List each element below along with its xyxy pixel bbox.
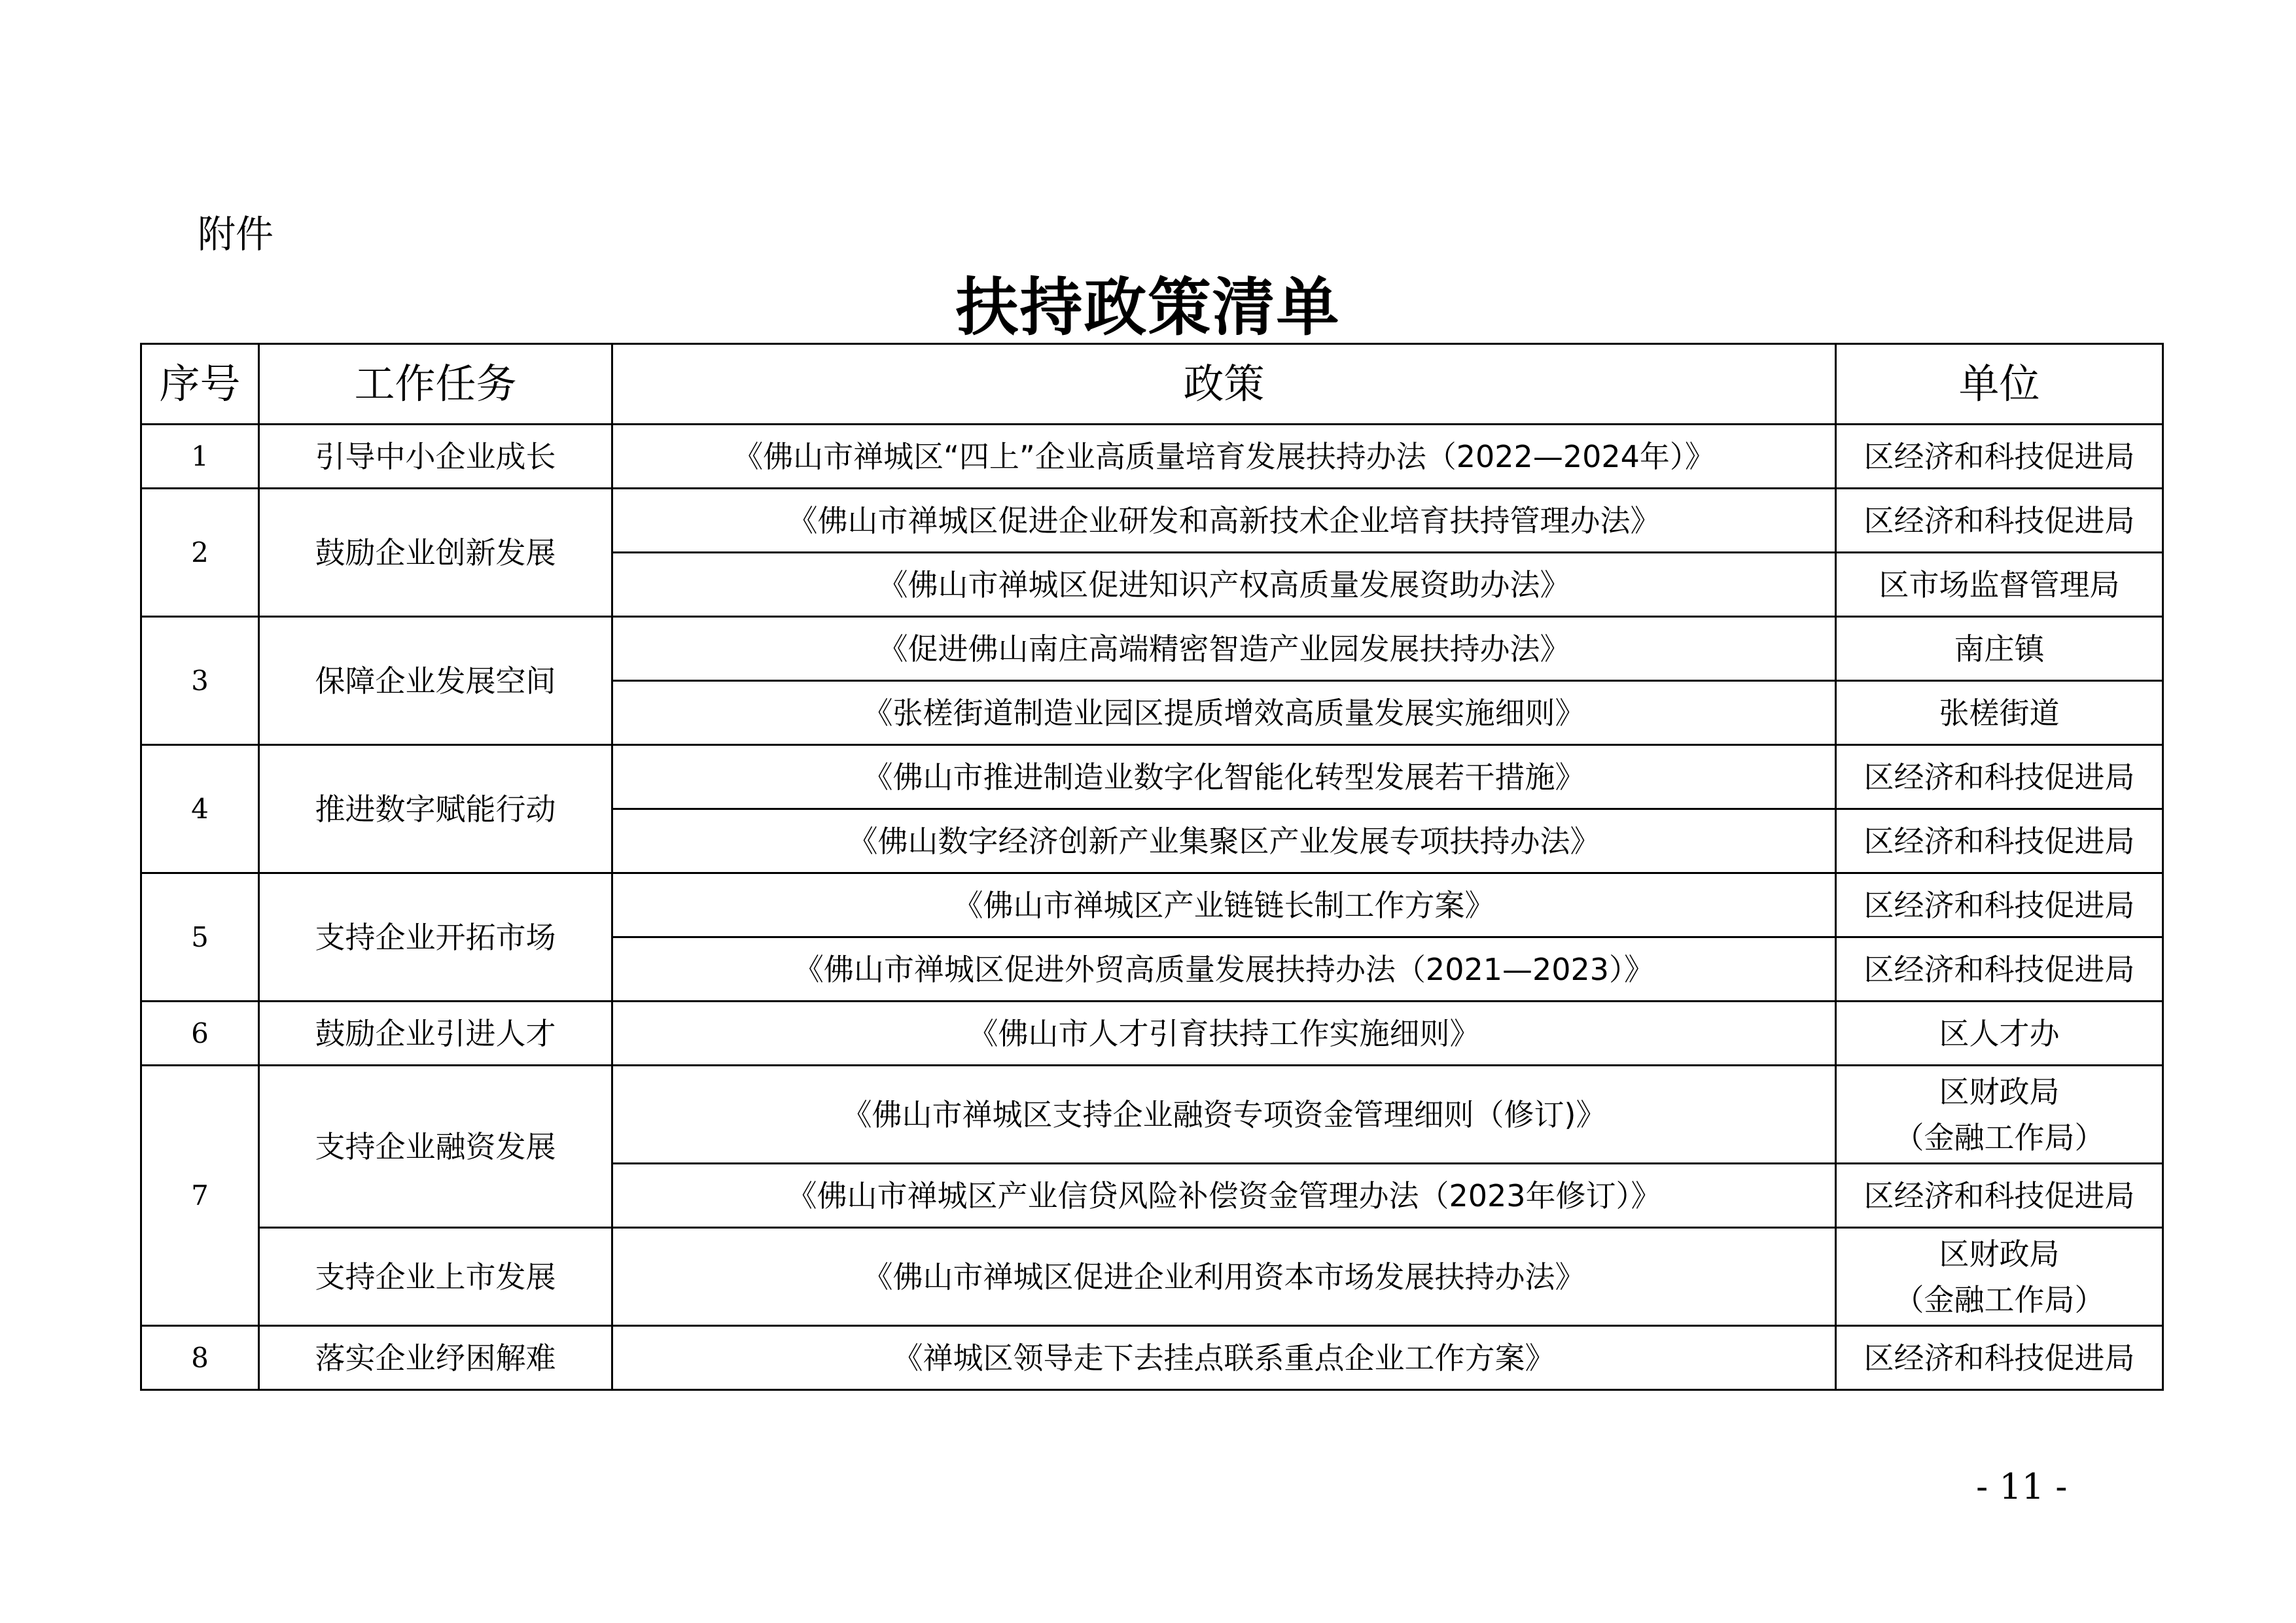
row-unit <box>1836 1066 2163 1164</box>
table-row <box>141 489 2163 553</box>
row-unit: 区人才办 <box>1836 1002 2163 1066</box>
table-row <box>141 745 2163 809</box>
row-unit: 区经济和科技促进局 <box>1836 745 2163 809</box>
row-unit: 区经济和科技促进局 <box>1836 1164 2163 1228</box>
row-task: 引导中小企业成长 <box>259 425 612 489</box>
header-task: 工作任务 <box>259 344 612 425</box>
row-task: 支持企业融资发展 <box>259 1066 612 1228</box>
table-row <box>141 1326 2163 1390</box>
row-policy: 《张槎街道制造业园区提质增效高质量发展实施细则》 <box>612 681 1836 745</box>
row-task: 保障企业发展空间 <box>259 617 612 745</box>
row-index: 5 <box>141 873 259 1002</box>
table-header-row <box>141 344 2163 425</box>
row-unit: 区经济和科技促进局 <box>1836 873 2163 937</box>
row-index: 4 <box>141 745 259 873</box>
policy-table <box>140 343 2164 1391</box>
unit-line-1: 区财政局 <box>1939 1236 2060 1272</box>
table-row <box>141 1228 2163 1326</box>
unit-line-1: 区财政局 <box>1939 1073 2060 1109</box>
row-index: 8 <box>141 1326 259 1390</box>
row-unit: 区经济和科技促进局 <box>1836 425 2163 489</box>
row-unit: 区市场监督管理局 <box>1836 553 2163 617</box>
row-policy: 《佛山数字经济创新产业集聚区产业发展专项扶持办法》 <box>612 809 1836 873</box>
row-task: 鼓励企业引进人才 <box>259 1002 612 1066</box>
row-unit: 张槎街道 <box>1836 681 2163 745</box>
row-unit: 南庄镇 <box>1836 617 2163 681</box>
row-index: 1 <box>141 425 259 489</box>
table-row <box>141 425 2163 489</box>
row-index: 2 <box>141 489 259 617</box>
row-policy: 《佛山市禅城区产业信贷风险补偿资金管理办法（2023年修订）》 <box>612 1164 1836 1228</box>
row-policy: 《佛山市禅城区促进企业利用资本市场发展扶持办法》 <box>612 1228 1836 1326</box>
row-policy: 《佛山市禅城区促进外贸高质量发展扶持办法（2021—2023）》 <box>612 937 1836 1002</box>
row-policy: 《佛山市推进制造业数字化智能化转型发展若干措施》 <box>612 745 1836 809</box>
row-policy: 《佛山市禅城区促进企业研发和高新技术企业培育扶持管理办法》 <box>612 489 1836 553</box>
table-row <box>141 873 2163 937</box>
row-policy: 《佛山市禅城区支持企业融资专项资金管理细则（修订)》 <box>612 1066 1836 1164</box>
attachment-label: 附件 <box>198 212 274 256</box>
row-unit: 区经济和科技促进局 <box>1836 1326 2163 1390</box>
row-policy: 《禅城区领导走下去挂点联系重点企业工作方案》 <box>612 1326 1836 1390</box>
row-policy: 《促进佛山南庄高端精密智造产业园发展扶持办法》 <box>612 617 1836 681</box>
unit-line-2: （金融工作局） <box>1894 1282 2105 1318</box>
table-row <box>141 1002 2163 1066</box>
row-unit: 区经济和科技促进局 <box>1836 937 2163 1002</box>
page-number: - 11 - <box>1976 1466 2068 1507</box>
document-title: 扶持政策清单 <box>955 270 1341 344</box>
row-task: 落实企业纾困解难 <box>259 1326 612 1390</box>
header-policy: 政策 <box>612 344 1836 425</box>
row-index: 3 <box>141 617 259 745</box>
table-row <box>141 617 2163 681</box>
row-policy: 《佛山市禅城区“四上”企业高质量培育发展扶持办法（2022—2024年）》 <box>612 425 1836 489</box>
row-unit: 区经济和科技促进局 <box>1836 809 2163 873</box>
header-index: 序号 <box>141 344 259 425</box>
row-unit <box>1836 1228 2163 1326</box>
row-task: 支持企业上市发展 <box>259 1228 612 1326</box>
row-policy: 《佛山市人才引育扶持工作实施细则》 <box>612 1002 1836 1066</box>
row-task: 推进数字赋能行动 <box>259 745 612 873</box>
row-index: 7 <box>141 1066 259 1326</box>
table-row <box>141 1066 2163 1164</box>
row-task: 支持企业开拓市场 <box>259 873 612 1002</box>
row-policy: 《佛山市禅城区产业链链长制工作方案》 <box>612 873 1836 937</box>
header-unit: 单位 <box>1836 344 2163 425</box>
unit-line-2: （金融工作局） <box>1894 1119 2105 1155</box>
row-index: 6 <box>141 1002 259 1066</box>
row-policy: 《佛山市禅城区促进知识产权高质量发展资助办法》 <box>612 553 1836 617</box>
row-task: 鼓励企业创新发展 <box>259 489 612 617</box>
row-unit: 区经济和科技促进局 <box>1836 489 2163 553</box>
